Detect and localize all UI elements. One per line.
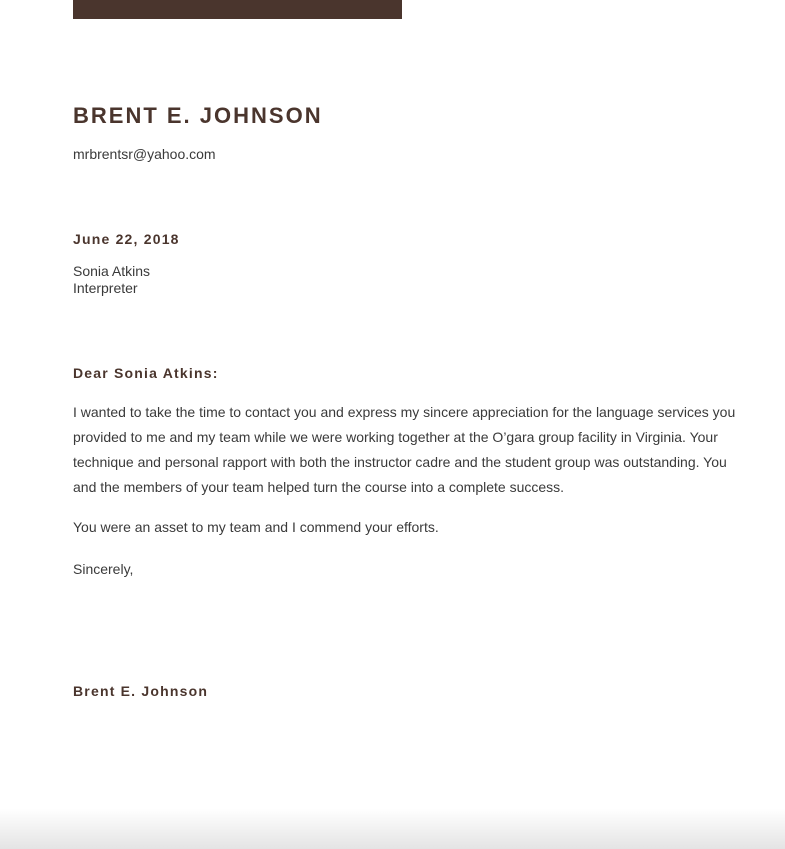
- signature-name: Brent E. Johnson: [73, 683, 209, 699]
- letter-date: June 22, 2018: [73, 231, 180, 247]
- body-paragraph-2: You were an asset to my team and I commend your efforts.: [73, 519, 439, 535]
- page-bottom-shadow: [0, 809, 785, 849]
- recipient-title: Interpreter: [73, 280, 138, 296]
- sender-email: mrbrentsr@yahoo.com: [73, 146, 216, 162]
- closing: Sincerely,: [73, 561, 134, 577]
- header-accent-bar: [73, 0, 402, 19]
- sender-name: BRENT E. JOHNSON: [73, 103, 323, 128]
- recipient-name: Sonia Atkins: [73, 263, 151, 279]
- recipient-block: [73, 263, 150, 297]
- body-paragraph-1: I wanted to take the time to contact you and express my sincere appreciation for the language services you provided to me and my team while we were working together at the O’gara group facility in Virginia. Your technique and personal rapport with both the instructor cadre and the student group was outstanding. You and the members of your team helped turn the course into a complete success.: [73, 404, 736, 495]
- salutation: Dear Sonia Atkins:: [73, 365, 219, 381]
